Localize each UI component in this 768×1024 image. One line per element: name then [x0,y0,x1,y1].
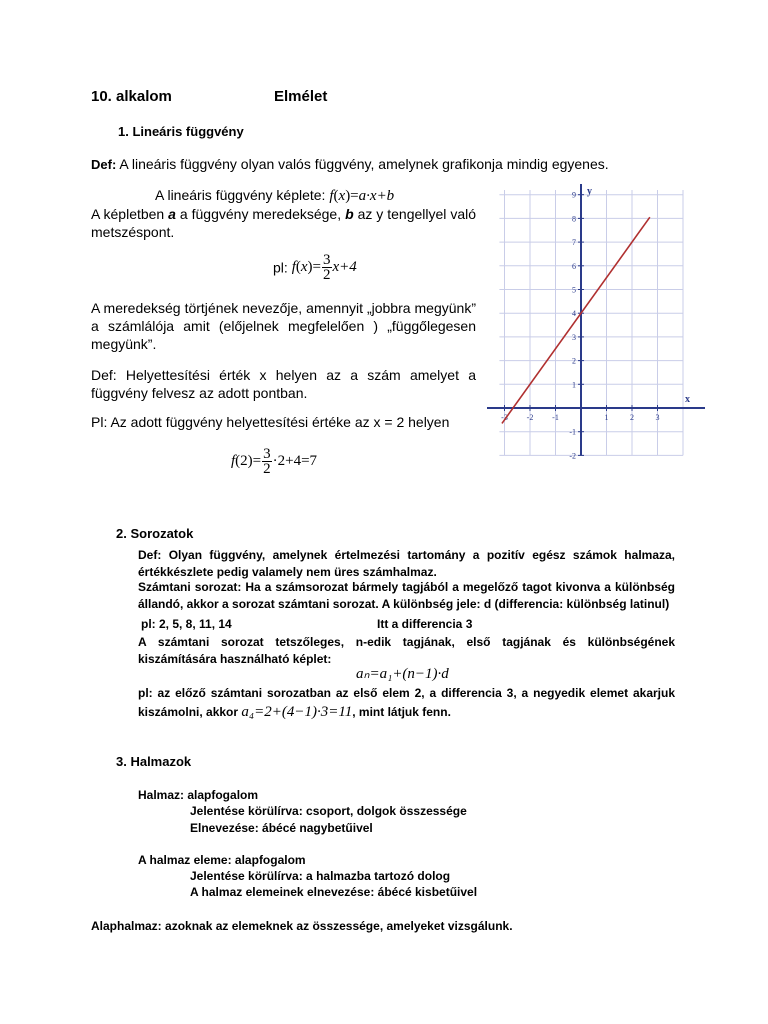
example-label: pl: [273,259,292,276]
x-tick-label: 3 [655,413,660,422]
example-x: x [300,259,308,275]
calc-f: f [231,453,236,469]
y-tick-label: 4 [572,309,576,319]
formula-f: f [329,188,334,204]
x-tick-label: 2 [630,413,634,422]
example-f: f [291,259,296,275]
calc-rest: ·2+4=7 [272,453,318,469]
substitution-definition: Def: Helyettesítési érték x helyen az a szám amelyet a függvény felvesz az adott pontban. [91,367,476,401]
sequence-example: pl: 2, 5, 8, 11, 14 [141,617,232,631]
formula-intro: A számtani sorozat tetszőleges, n-edik tagjának, első tagjának és különbségének kiszámítására használható képlet: [138,635,675,666]
expl-a: a [168,206,176,222]
y-tick-label: 5 [572,285,576,295]
section-1-heading: 1. Lineáris függvény [118,124,244,139]
y-tick-label: 1 [572,380,576,390]
x-tick-label: -3 [501,413,508,422]
topic-title: Elmélet [274,88,328,105]
y-axis-label: y [587,185,592,197]
expl-part-2: a függvény meredeksége, [175,206,346,222]
sequence-example-2 [138,684,675,722]
section-2-heading: 2. Sorozatok [116,526,194,541]
universal-set-text: azoknak az elemeknek az összessége, amelyeket vizsgálunk. [161,919,513,933]
section-3-heading: 3. Halmazok [116,754,192,769]
substitution-calculation: f(2)= $\frac{3}{2}$ ·2+4=7 [231,446,318,477]
substitution-example: Pl: Az adott függvény helyettesítési értéke az x = 2 helyen [91,414,450,430]
x-tick-label: -2 [526,413,534,422]
example-formula: pl: f(x)= $\frac{3}{2}$ x+4 [273,252,357,283]
universal-set-label: Alaphalmaz: [91,919,162,933]
calc-arg: 2 [240,453,248,469]
expl-part-3: az y tengellyel való metszéspont. [91,206,477,240]
x-tick-label: -1 [552,413,559,422]
example-denominator: 2 [323,267,331,283]
x-tick-label: 1 [604,413,609,422]
element-concept: A halmaz eleme: alapfogalom [138,853,306,867]
y-tick-label: 8 [572,214,576,224]
linear-function-graph [487,185,705,461]
arithmetic-sequence-definition: Számtani sorozat: Ha a számsorozat bármely tagjából a megelőző tagot kivonva a különbség állandó, akkor a sorozat számtani sorozat. A különbség jele: d (differencia: különbség latinul) [138,580,675,611]
lesson-title: 10. alkalom [91,88,172,105]
formula-x: x [338,188,346,204]
example2-formula: a₄=2+(4−1)·3=11 [241,704,353,720]
def-text: A lineáris függvény olyan valós függvény, amelynek grafikonja mindig egyenes. [116,156,609,172]
y-tick-label: -2 [569,451,576,461]
formula-label: A lineáris függvény képlete: [155,187,330,203]
example2-text-a: pl: az előző számtani sorozatban az első elem 2, a differencia 3, a negyedik elemet akarjuk kiszámolni, akkor [138,686,675,719]
formula-line: A lineáris függvény képlete: f(x)=a·x+b [155,187,395,204]
formula-rest: a·x+b [358,188,395,204]
element-meaning: Jelentése körülírva: a halmazba tartozó dolog [190,869,451,883]
y-tick-label: 3 [572,332,576,342]
y-tick-label: -1 [569,427,576,437]
element-naming: A halmaz elemeinek elnevezése: ábécé kisbetűivel [190,885,478,899]
y-tick-label: 6 [572,261,576,271]
linear-definition [91,156,609,172]
sequence-definition: Def: Olyan függvény, amelynek értelmezési tartomány a pozitív egész számok halmaza, értékkészlete pedig valamely nem üres számhalmaz. [138,548,675,579]
x-axis-label: x [685,394,690,405]
example-numerator: 3 [323,252,331,268]
set-naming: Elnevezése: ábécé nagybetűivel [190,821,373,835]
y-tick-label: 7 [572,238,576,248]
calc-fraction [262,447,272,476]
expl-part-1: A képletben [91,206,169,222]
function-line [502,217,650,423]
calc-denominator: 2 [263,461,271,477]
expl-b: b [345,206,354,222]
example-fraction [322,253,332,282]
calc-numerator: 3 [263,446,271,462]
y-tick-label: 9 [572,190,576,200]
sequence-difference: Itt a differencia 3 [377,617,473,631]
slope-explanation: A meredekség törtjének nevezője, amennyit „jobbra megyünk” a számlálója amit (előjelnek megfelelően ) „függőlegesen megyünk”. [91,300,476,352]
y-tick-label: 2 [572,356,576,366]
set-meaning: Jelentése körülírva: csoport, dolgok összessége [190,804,467,818]
set-concept: Halmaz: alapfogalom [138,788,259,802]
formula-explanation [91,205,476,241]
universal-set-definition [91,919,513,933]
def-label: Def: [91,157,117,172]
arithmetic-formula: aₙ=a₁+(n−1)·d [356,666,449,682]
example-rest: x+4 [332,259,357,275]
example2-text-b: , mint látjuk fenn. [352,705,451,719]
